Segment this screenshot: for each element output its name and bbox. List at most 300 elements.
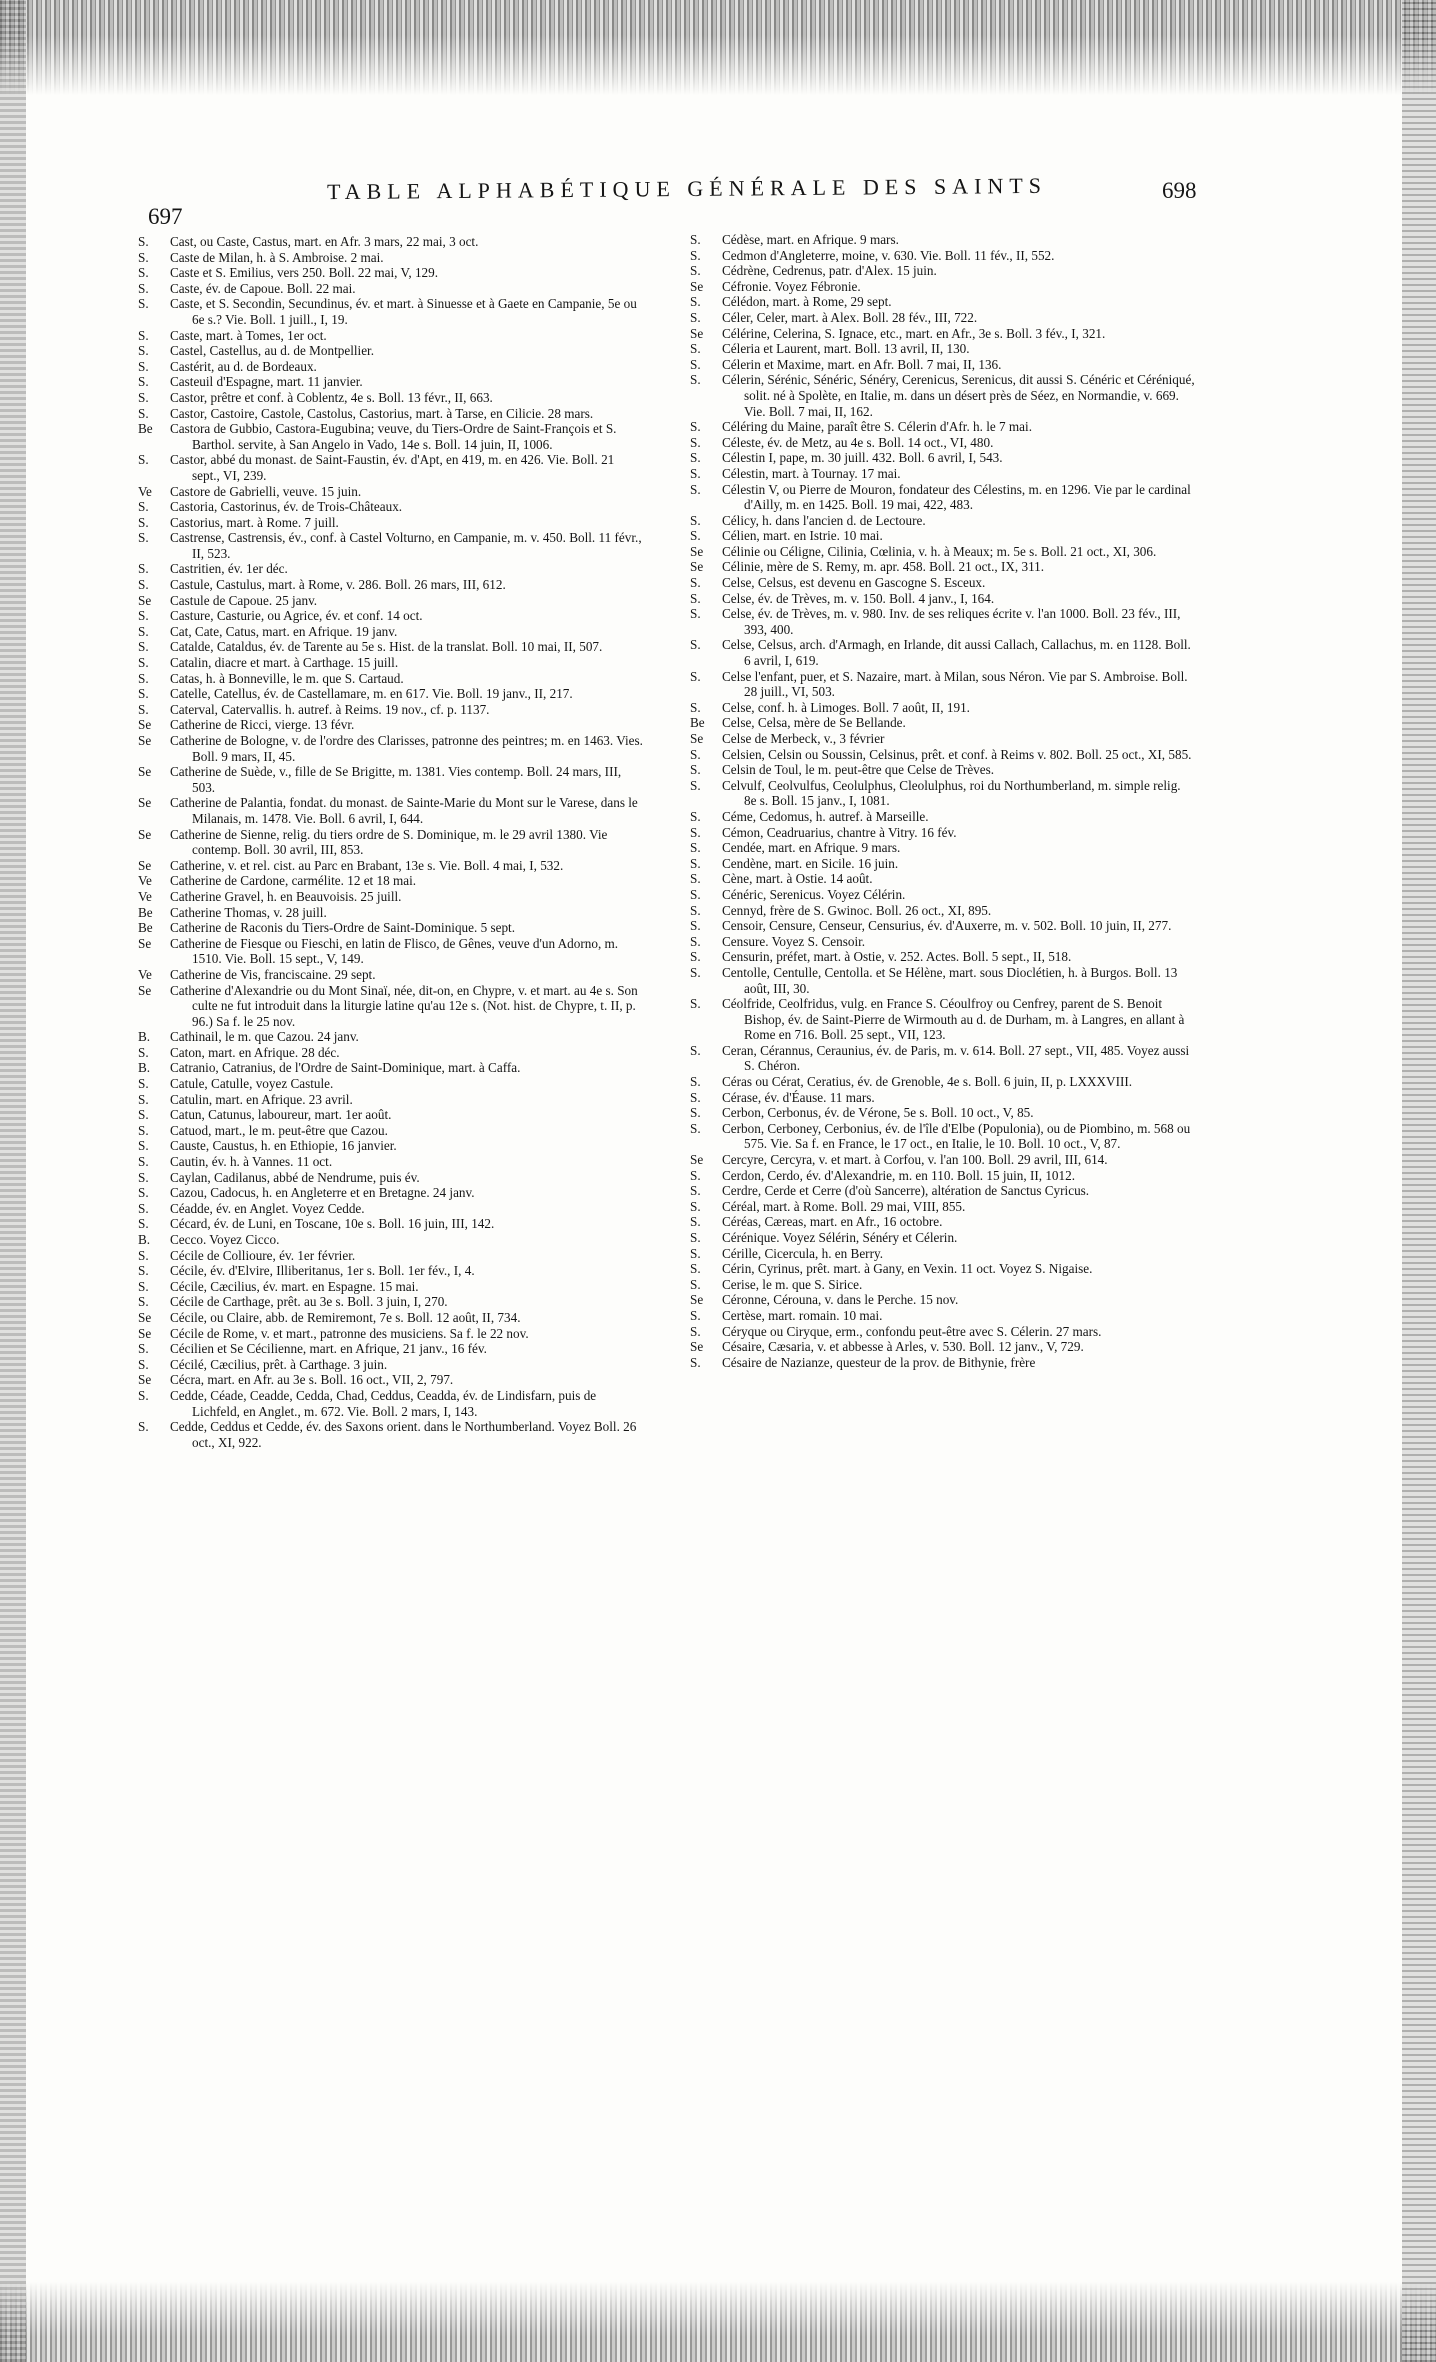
entry-text: Censure. Voyez S. Censoir.	[722, 933, 866, 949]
entry-text: Cédèse, mart. en Afrique. 9 mars.	[722, 232, 899, 247]
entry-prefix: S.	[138, 327, 149, 343]
entry	[690, 232, 1195, 248]
entry-text: Castérit, au d. de Bordeaux.	[170, 358, 317, 374]
entry-prefix: S.	[690, 450, 701, 466]
entry-text: Cécile de Rome, v. et mart., patronne des musiciens. Sa f. le 22 nov.	[170, 1325, 529, 1341]
entry	[138, 1185, 643, 1201]
entry-text: Catas, h. à Bonneville, le m. que S. Cartaud.	[170, 670, 404, 686]
entry	[138, 406, 643, 422]
entry-prefix: Se	[138, 826, 152, 842]
entry-prefix: S.	[138, 1200, 149, 1216]
entry-prefix: Se	[138, 1372, 152, 1388]
entry	[690, 482, 1195, 513]
entry	[138, 1138, 643, 1154]
entry	[690, 809, 1195, 825]
entry	[690, 1324, 1195, 1340]
entry	[690, 1121, 1195, 1152]
entry-prefix: S.	[690, 668, 701, 684]
entry-text: Castoria, Castorinus, év. de Trois-Châteaux.	[170, 499, 403, 515]
entry-prefix: S.	[690, 1120, 701, 1136]
entry-prefix: S.	[690, 294, 701, 310]
entry-prefix: Se	[138, 795, 152, 811]
entry-text: Celsin de Toul, le m. peut-être que Celse de Trèves.	[722, 762, 995, 778]
entry	[690, 1168, 1195, 1184]
entry-text: Cécilien et Se Cécilienne, mart. en Afrique, 21 janv., 16 fév.	[170, 1341, 487, 1357]
entry	[690, 1230, 1195, 1246]
entry-text: Castor, Castoire, Castole, Castolus, Castorius, mart. à Tarse, en Cilicie. 28 mars.	[170, 405, 594, 421]
entry-prefix: S.	[138, 1138, 149, 1154]
entry-text: Céréal, mart. à Rome. Boll. 29 mai, VIII, 855.	[722, 1198, 966, 1214]
entry-text: Caterval, Catervallis. h. autref. à Reims. 19 nov., cf. p. 1137.	[170, 701, 490, 717]
entry-prefix: Ve	[138, 966, 152, 982]
entry	[690, 965, 1195, 996]
entry-prefix: S.	[138, 1076, 149, 1092]
entry	[690, 513, 1195, 529]
entry-prefix: S.	[138, 1341, 149, 1357]
entry-text: Célinie, mère de S. Remy, m. apr. 458. Boll. 21 oct., IX, 311.	[722, 559, 1045, 575]
entry-text: Cérin, Cyrinus, prêt. mart. à Gany, en Vexin. 11 oct. Voyez S. Nigaise.	[722, 1261, 1093, 1277]
entry-text: Castor, abbé du monast. de Saint-Faustin, év. d'Apt, en 419, m. en 426. Vie. Boll. 21 sept., VI, 239.	[170, 452, 615, 483]
entry	[138, 1154, 643, 1170]
entry-prefix: S.	[690, 1307, 701, 1323]
entry	[138, 265, 643, 281]
entry-prefix: Se	[690, 325, 704, 341]
entry-text: Céléring du Maine, paraît être S. Célerin d'Afr. h. le 7 mai.	[722, 419, 1032, 435]
entry-prefix: S.	[690, 1354, 701, 1370]
entry	[138, 764, 643, 795]
entry-prefix: S.	[138, 1107, 149, 1123]
entry	[690, 419, 1195, 435]
entry	[690, 996, 1195, 1043]
entry	[138, 639, 643, 655]
entry	[138, 671, 643, 687]
entry	[138, 281, 643, 297]
entry-prefix: S.	[690, 575, 701, 591]
entry-text: Céfronie. Voyez Fébronie.	[722, 278, 861, 294]
entry-prefix: B.	[138, 1060, 151, 1076]
entry	[138, 1216, 643, 1232]
entry-text: Céleste, év. de Metz, au 4e s. Boll. 14 oct., VI, 480.	[722, 434, 994, 450]
entry-prefix: S.	[690, 699, 701, 715]
entry-text: Céronne, Cérouna, v. dans le Perche. 15 nov.	[722, 1292, 959, 1308]
entry-prefix: S.	[690, 808, 701, 824]
entry-prefix: S.	[690, 247, 701, 263]
entry-prefix: S.	[690, 918, 701, 934]
entry-prefix: S.	[690, 1230, 701, 1245]
entry-text: Cedde, Céade, Ceadde, Cedda, Chad, Ceddus, Ceadda, év. de Lindisfarn, puis de Lichfeld, en Anglet., m. 672. Vie. Boll. 2 mars, I, 143.	[170, 1387, 597, 1419]
entry-text: Caste et S. Emilius, vers 250. Boll. 22 mai, V, 129.	[170, 265, 439, 281]
entry-prefix: S.	[690, 1214, 701, 1230]
entry-prefix: S.	[138, 608, 149, 624]
entry-text: Cédrène, Cedrenus, patr. d'Alex. 15 juin.	[722, 263, 937, 279]
entry	[138, 1232, 643, 1248]
entry	[690, 1292, 1195, 1308]
entry	[690, 1199, 1195, 1215]
entry-prefix: S.	[138, 1185, 149, 1201]
entry-text: Cazou, Cadocus, h. en Angleterre et en Bretagne. 24 janv.	[170, 1185, 475, 1201]
entry	[138, 250, 643, 266]
entry-text: Cecco. Voyez Cicco.	[170, 1232, 280, 1247]
entry-prefix: Se	[690, 559, 704, 575]
entry-prefix: S.	[690, 1245, 701, 1261]
entry-prefix: S.	[690, 762, 701, 778]
entry-text: Caylan, Cadilanus, abbé de Nendrume, puis év.	[170, 1169, 420, 1185]
entry	[690, 1308, 1195, 1324]
entry-prefix: S.	[138, 234, 149, 249]
entry-prefix: Se	[138, 857, 152, 873]
entry-prefix: Be	[138, 904, 153, 920]
entry-text: Catalin, diacre et mart. à Carthage. 15 juill.	[170, 655, 399, 671]
entry	[690, 341, 1195, 357]
entry-text: Cerbon, Cerboney, Cerbonius, év. de l'île d'Elbe (Populonia), ou de Piombino, m. 568 ou 575. Vie. Sa f. en France, le 17 oct., en Italie, le 10. Boll. 10 oct., V, 87.	[722, 1120, 1191, 1152]
entry	[690, 825, 1195, 841]
entry-text: Caste, mart. à Tomes, 1er oct.	[170, 327, 327, 343]
entry	[138, 1060, 643, 1076]
entry-prefix: B.	[138, 1232, 151, 1247]
entry	[690, 1183, 1195, 1199]
entry-prefix: S.	[138, 405, 149, 421]
entry-text: Catherine d'Alexandrie ou du Mont Sinaï, née, dit-on, en Chypre, v. et mart. au 4e s. Son culte ne fut introduit dans la liturgie latine qu'au 12e s. (Not. hist. de Chypre, t. II, p. 96.) Sa f. le 25 nov.	[170, 982, 638, 1029]
entry-prefix: S.	[690, 1183, 701, 1199]
entry-text: Célédon, mart. à Rome, 29 sept.	[722, 294, 892, 310]
entry-text: Cendée, mart. en Afrique. 9 mars.	[722, 840, 901, 856]
entry	[690, 1090, 1195, 1106]
entry-prefix: S.	[690, 356, 701, 372]
entry	[690, 466, 1195, 482]
entry-prefix: S.	[690, 232, 701, 247]
entry-prefix: S.	[138, 623, 149, 639]
entry	[690, 887, 1195, 903]
entry-prefix: Se	[690, 731, 704, 746]
entry	[138, 1263, 643, 1279]
entry-prefix: S.	[138, 1247, 149, 1263]
entry-prefix: S.	[138, 374, 149, 390]
entry-prefix: S.	[690, 1042, 701, 1058]
entry	[138, 624, 643, 640]
entry-text: Célestin, mart. à Tournay. 17 mai.	[722, 465, 901, 481]
entry-prefix: S.	[690, 746, 701, 762]
entry-prefix: S.	[690, 637, 701, 653]
entry-prefix: S.	[138, 514, 149, 530]
entry-text: Castel, Castellus, au d. de Montpellier.	[170, 343, 375, 359]
entry	[138, 1076, 643, 1092]
entry-prefix: S.	[138, 1387, 149, 1403]
entry-text: Catherine Gravel, h. en Beauvoisis. 25 juill.	[170, 888, 402, 904]
entry-text: Celse, év. de Trèves, m. v. 980. Inv. de ses reliques écrite v. l'an 1000. Boll. 23 fév., III, 393, 400.	[722, 606, 1181, 637]
entry-text: Castor, prêtre et conf. à Coblentz, 4e s. Boll. 13 févr., II, 663.	[170, 389, 493, 405]
entry	[690, 903, 1195, 919]
entry-text: Céler, Celer, mart. à Alex. Boll. 28 fév., III, 722.	[722, 309, 978, 325]
entry-prefix: S.	[138, 1044, 149, 1060]
entry-prefix: S.	[690, 855, 701, 871]
entry-text: Céryque ou Ciryque, erm., confondu peut-être avec S. Célerin. 27 mars.	[722, 1323, 1102, 1339]
entry-prefix: S.	[690, 465, 701, 481]
entry-text: Cedmon d'Angleterre, moine, v. 630. Vie. Boll. 11 fév., II, 552.	[722, 247, 1055, 263]
entry-text: Céleria et Laurent, mart. Boll. 13 avril, II, 130.	[722, 341, 970, 357]
entry	[138, 1279, 643, 1295]
entry-text: Césaire, Cæsaria, v. et abbesse à Arles, v. 530. Boll. 12 janv., V, 729.	[722, 1339, 1084, 1355]
entry-prefix: S.	[690, 263, 701, 279]
entry	[138, 858, 643, 874]
entry	[138, 905, 643, 921]
entry	[138, 1045, 643, 1061]
entry-text: Caste de Milan, h. à S. Ambroise. 2 mai.	[170, 249, 384, 265]
entry-prefix: Se	[690, 1292, 704, 1308]
entry-prefix: S.	[138, 280, 149, 296]
entry	[690, 1074, 1195, 1090]
entry	[690, 871, 1195, 887]
entry-text: Caste, év. de Capoue. Boll. 22 mai.	[170, 280, 356, 296]
entry-text: Catranio, Catranius, de l'Ordre de Saint-Dominique, mart. à Caffa.	[170, 1060, 521, 1076]
right-column	[690, 232, 1195, 1370]
entry	[138, 936, 643, 967]
entry-prefix: S.	[690, 434, 701, 450]
entry-prefix: S.	[690, 824, 701, 840]
entry-prefix: S.	[690, 372, 701, 388]
entry-prefix: S.	[138, 1294, 149, 1310]
entry-text: Cautin, év. h. à Vannes. 11 oct.	[170, 1154, 333, 1170]
entry	[690, 435, 1195, 451]
entry-prefix: S.	[138, 389, 149, 405]
entry-prefix: S.	[138, 655, 149, 671]
entry	[138, 328, 643, 344]
entry	[690, 637, 1195, 668]
entry	[690, 606, 1195, 637]
entry-prefix: Se	[690, 543, 704, 559]
entry-prefix: S.	[690, 481, 701, 497]
entry-prefix: Be	[690, 715, 705, 731]
entry	[138, 795, 643, 826]
entry-text: Centolle, Centulle, Centolla. et Se Hélène, mart. sous Dioclétien, h. à Burgos. Boll. 13 août, III, 30.	[722, 964, 1178, 996]
entry	[138, 686, 643, 702]
entry	[690, 731, 1195, 747]
entry	[138, 343, 643, 359]
entry-text: Cérille, Cicercula, h. en Berry.	[722, 1245, 883, 1261]
entry	[138, 608, 643, 624]
entry-text: Célicy, h. dans l'ancien d. de Lectoure.	[722, 512, 926, 528]
entry	[690, 715, 1195, 731]
entry	[138, 296, 643, 327]
entry-prefix: S.	[690, 871, 701, 887]
entry-text: Celse, év. de Trèves, m. v. 150. Boll. 4 janv., I, 164.	[722, 590, 995, 606]
entry-prefix: S.	[138, 701, 149, 717]
entry-text: Castule de Capoue. 25 janv.	[170, 592, 318, 608]
entry	[690, 575, 1195, 591]
entry-text: Catule, Catulle, voyez Castule.	[170, 1076, 334, 1092]
entry-text: Catherine de Suède, v., fille de Se Brigitte, m. 1381. Vies contemp. Boll. 24 mars, III, 503.	[170, 764, 622, 795]
entry-prefix: S.	[138, 499, 149, 515]
entry	[690, 1246, 1195, 1262]
entry-prefix: S.	[690, 902, 701, 918]
entry	[690, 310, 1195, 326]
entry-text: Catherine de Sienne, relig. du tiers ordre de S. Dominique, m. le 29 avril 1380. Vie contemp. Boll. 30 avril, III, 853.	[170, 826, 608, 858]
entry-text: Caste, et S. Secondin, Secundinus, év. et mart. à Sinuesse et à Gaete en Campanie, 5e ou 6e s.? Vie. Boll. 1 juill., I, 19.	[170, 296, 637, 327]
entry-prefix: S.	[690, 1323, 701, 1339]
entry-text: Catuod, mart., le m. peut-être que Cazou.	[170, 1122, 388, 1138]
entry-prefix: S.	[138, 358, 149, 374]
entry-text: Celse, Celsa, mère de Se Bellande.	[722, 715, 906, 731]
entry-prefix: S.	[690, 341, 701, 357]
entry	[690, 1043, 1195, 1074]
entry-prefix: Se	[138, 733, 152, 748]
entry-prefix: Ve	[138, 483, 152, 499]
entry-text: Célerin et Maxime, mart. en Afr. Boll. 7 mai, II, 136.	[722, 356, 1002, 372]
entry-prefix: S.	[690, 886, 701, 902]
scan-edge-top	[0, 0, 1436, 95]
entry	[138, 920, 643, 936]
entry	[138, 421, 643, 452]
entry-prefix: S.	[690, 964, 701, 980]
entry	[690, 669, 1195, 700]
entry-prefix: Ve	[138, 873, 152, 889]
entry-prefix: S.	[138, 686, 149, 702]
scan-edge-left	[0, 0, 26, 2362]
entry-prefix: S.	[690, 419, 701, 435]
entry-text: Célinie ou Céligne, Cilinia, Cœlinia, v. h. à Meaux; m. 5e s. Boll. 21 oct., XI, 306.	[722, 543, 1157, 559]
entry-prefix: S.	[138, 1263, 149, 1279]
entry	[690, 372, 1195, 419]
entry-prefix: S.	[690, 933, 701, 949]
entry	[690, 544, 1195, 560]
entry	[138, 983, 643, 1030]
entry	[138, 1092, 643, 1108]
entry	[138, 577, 643, 593]
entry	[690, 700, 1195, 716]
entry-prefix: Be	[138, 421, 153, 437]
entry-prefix: S.	[138, 296, 149, 312]
entry	[138, 733, 643, 764]
entry-text: Céréas, Cæreas, mart. en Afr., 16 octobre.	[722, 1214, 943, 1230]
entry	[690, 450, 1195, 466]
entry-text: Caton, mart. en Afrique. 28 déc.	[170, 1044, 340, 1060]
entry-prefix: S.	[138, 670, 149, 686]
entry-text: Cerise, le m. que S. Sirice.	[722, 1276, 863, 1292]
entry-text: Castora de Gubbio, Castora-Eugubina; veuve, du Tiers-Ordre de Saint-François et S. Barthol. servite, à San Angelo in Vado, 14e s. Boll. 14 juin, II, 1006.	[170, 421, 617, 452]
entry-text: Cérénique. Voyez Sélérin, Sénéry et Célerin.	[722, 1230, 958, 1245]
entry	[138, 234, 643, 250]
entry-text: Cémon, Ceadruarius, chantre à Vitry. 16 fév.	[722, 824, 957, 840]
entry-text: Celvulf, Ceolvulfus, Ceolulphus, Cleolulphus, roi du Northumberland, m. simple relig. 8e s. Boll. 15 janv., I, 1081.	[722, 777, 1181, 809]
entry-prefix: Se	[138, 764, 152, 780]
entry-prefix: S.	[138, 530, 149, 546]
entry-prefix: S.	[690, 1074, 701, 1090]
entry	[138, 390, 643, 406]
entry-prefix: S.	[690, 309, 701, 325]
entry-prefix: Se	[138, 935, 152, 951]
entry-prefix: S.	[138, 1122, 149, 1138]
entry-text: Célien, mart. en Istrie. 10 mai.	[722, 528, 883, 544]
page-number-right: 698	[1162, 178, 1197, 203]
entry-text: Celse l'enfant, puer, et S. Nazaire, mart. à Milan, sous Néron. Vie par S. Ambroise. Boll. 28 juill., VI, 503.	[722, 668, 1188, 700]
entry	[690, 1355, 1195, 1371]
entry-text: Catherine de Vis, franciscaine. 29 sept.	[170, 966, 376, 982]
entry-text: Cathinail, le m. que Cazou. 24 janv.	[170, 1029, 359, 1045]
entry-prefix: S.	[138, 577, 149, 593]
entry	[690, 279, 1195, 295]
entry-text: Castritien, év. 1er déc.	[170, 561, 288, 577]
entry-prefix: Se	[690, 1152, 704, 1168]
entry	[138, 655, 643, 671]
entry-text: Catalde, Cataldus, év. de Tarente au 5e s. Hist. de la translat. Boll. 10 mai, II, 507.	[170, 639, 603, 655]
entry-prefix: S.	[690, 1198, 701, 1214]
entry-prefix: S.	[138, 1091, 149, 1107]
page-number-left: 697	[148, 204, 183, 229]
entry-prefix: S.	[690, 1105, 701, 1121]
entry-text: Cendène, mart. en Sicile. 16 juin.	[722, 855, 899, 871]
entry-text: Cécile, Cæcilius, év. mart. en Espagne. 15 mai.	[170, 1278, 419, 1294]
entry-prefix: Se	[138, 1325, 152, 1341]
entry	[138, 717, 643, 733]
entry	[138, 515, 643, 531]
entry-prefix: Ve	[138, 888, 152, 904]
entry	[138, 1294, 643, 1310]
entry	[138, 827, 643, 858]
entry	[690, 357, 1195, 373]
entry-text: Catherine de Palantia, fondat. du monast. de Sainte-Marie du Mont sur le Varese, dans le Milanais, m. 1478. Vie. Boll. 6 avril, I, 644.	[170, 795, 638, 826]
entry	[690, 1214, 1195, 1230]
entry-prefix: S.	[138, 1356, 149, 1372]
entry	[138, 1372, 643, 1388]
entry	[138, 1341, 643, 1357]
entry-prefix: Se	[138, 717, 152, 733]
entry-text: Célestin I, pape, m. 30 juill. 432. Boll. 6 avril, I, 543.	[722, 450, 1003, 466]
scan-edge-bottom	[0, 2282, 1436, 2362]
entry-text: Cerdon, Cerdo, év. d'Alexandrie, m. en 110. Boll. 15 juin, II, 1012.	[722, 1167, 1076, 1183]
entry-text: Célestin V, ou Pierre de Mouron, fondateur des Célestins, m. en 1296. Vie par le cardinal d'Ailly, m. en 1425. Boll. 19 mai, 422, 483.	[722, 481, 1191, 513]
entry-text: Cedde, Ceddus et Cedde, év. des Saxons orient. dans le Northumberland. Voyez Boll. 26 oct., XI, 922.	[170, 1419, 637, 1450]
entry-prefix: S.	[690, 1261, 701, 1277]
entry-text: Castrense, Castrensis, év., conf. à Castel Volturno, en Campanie, m. v. 450. Boll. 11 févr., II, 523.	[170, 530, 642, 561]
entry-prefix: Se	[138, 1309, 152, 1325]
entry-prefix: S.	[138, 1169, 149, 1185]
entry-prefix: S.	[690, 590, 701, 606]
entry-text: Céme, Cedomus, h. autref. à Marseille.	[722, 808, 929, 824]
entry	[690, 1152, 1195, 1168]
entry	[690, 559, 1195, 575]
entry-text: Celse, Celsus, est devenu en Gascogne S. Esceux.	[722, 575, 986, 591]
entry	[690, 294, 1195, 310]
entry	[690, 1105, 1195, 1121]
entry-text: Cast, ou Caste, Castus, mart. en Afr. 3 mars, 22 mai, 3 oct.	[170, 234, 479, 249]
entry-text: Catherine de Bologne, v. de l'ordre des Clarisses, patronne des peintres; m. en 1463. Vies. Boll. 9 mars, II, 45.	[170, 733, 643, 764]
entry	[690, 778, 1195, 809]
entry-text: Catherine de Fiesque ou Fieschi, en latin de Flisco, de Gênes, veuve d'un Adorno, m. 1510. Vie. Boll. 15 sept., V, 149.	[170, 935, 619, 967]
entry-prefix: S.	[138, 1216, 149, 1232]
entry-prefix: S.	[138, 265, 149, 281]
entry-text: Catun, Catunus, laboureur, mart. 1er août.	[170, 1107, 392, 1123]
entry-text: Cat, Cate, Catus, mart. en Afrique. 19 janv.	[170, 623, 398, 639]
entry-text: Celsien, Celsin ou Soussin, Celsinus, prêt. et conf. à Reims v. 802. Boll. 25 oct., XI, 585.	[722, 746, 1192, 762]
entry	[138, 1310, 643, 1326]
entry-prefix: Se	[690, 1339, 704, 1355]
entry-text: Cécile de Collioure, év. 1er février.	[170, 1247, 356, 1263]
entry	[138, 359, 643, 375]
entry-prefix: S.	[690, 528, 701, 544]
entry	[138, 1170, 643, 1186]
entry-prefix: Se	[138, 592, 152, 608]
entry	[690, 840, 1195, 856]
entry-text: Casteuil d'Espagne, mart. 11 janvier.	[170, 374, 363, 390]
entry-prefix: S.	[138, 343, 149, 359]
entry-text: Censurin, préfet, mart. à Ostie, v. 252. Actes. Boll. 5 sept., II, 518.	[722, 949, 1072, 965]
entry	[690, 1277, 1195, 1293]
entry	[690, 528, 1195, 544]
entry-prefix: S.	[138, 249, 149, 265]
entry-text: Casture, Casturie, ou Agrice, év. et conf. 14 oct.	[170, 608, 423, 624]
entry-prefix: S.	[690, 840, 701, 856]
entry-prefix: S.	[690, 1167, 701, 1183]
entry-prefix: S.	[138, 452, 149, 468]
